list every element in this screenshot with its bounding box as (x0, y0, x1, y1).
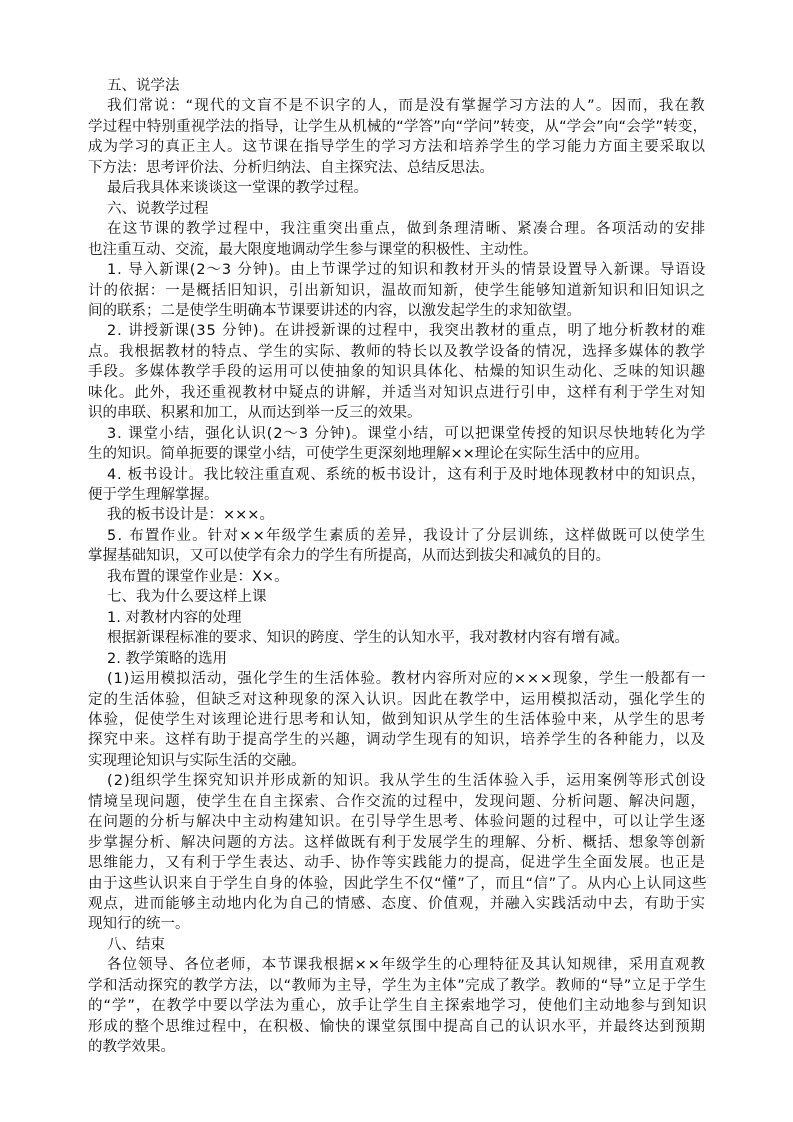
text-line-content: 手段。多媒体教学手段的运用可以使抽象的知识具体化、枯燥的知识生动化、乏味的知识趣 (88, 364, 706, 380)
text-line (88, 342, 707, 362)
text-line (107, 424, 707, 444)
text-line (88, 976, 707, 996)
text-line-content: 计的依据：一是概括旧知识，引出新知识，温故而知新，使学生能够知道新知识和旧知识之 (88, 283, 706, 299)
text-line-content: 便于学生理解掌握。 (88, 487, 219, 503)
text-line-content: 的教学效果。 (88, 1039, 175, 1055)
text-line (88, 546, 707, 566)
text-line-content: 五、说学法 (107, 78, 180, 94)
text-line (107, 587, 707, 607)
text-line-content: 根据新课程标准的要求、知识的跨度、学生的认知水平，我对教材内容有增有减。 (107, 630, 629, 646)
text-line (107, 935, 707, 955)
text-line (88, 853, 707, 873)
text-line-content: 2. 教学策略的选用 (107, 651, 227, 667)
text-line (88, 914, 707, 934)
text-line-content: 我的板书设计是：×××。 (107, 507, 274, 523)
text-line (88, 1037, 707, 1057)
text-line-content: 成为学习的真正主人。这节课在指导学生的学习方法和培养学生的学习能力方面主要采取以 (88, 139, 706, 155)
text-line-content: 识的串联、积累和加工，从而达到举一反三的效果。 (88, 405, 422, 421)
text-line (88, 833, 707, 853)
text-line (88, 996, 707, 1016)
text-line (88, 403, 707, 423)
text-line (107, 608, 707, 628)
text-line-content: 我们常说：“现代的文盲不是不识字的人，而是没有掌握学习方法的人”。因而，我在教 (107, 98, 706, 114)
text-line (88, 281, 707, 301)
text-line-content: 间的联系；二是使学生明确本节课要讲述的内容，以激发起学生的求知欲望。 (88, 303, 581, 319)
text-line (107, 771, 707, 791)
text-line (88, 240, 707, 260)
text-line-content: 学和活动探究的教学方法，以“教师为主导，学生为主体”完成了教学。教师的“导”立足于学生 (88, 978, 708, 994)
text-line (88, 874, 707, 894)
text-line-content: 实现理论知识与实际生活的交融。 (88, 753, 306, 769)
text-line-content: 生的知识。简单扼要的课堂小结，可使学生更深刻地理解××理论在实际生活中的应用。 (88, 446, 649, 462)
text-line (107, 526, 707, 546)
text-line-content: (2)组织学生探究知识并形成新的知识。我从学生的生活体验入手，运用案例等形式创设 (107, 773, 707, 789)
text-line-content: 掌握基础知识，又可以使学有余力的学生有所提高，从而达到拔尖和减负的目的。 (88, 548, 610, 564)
text-line (88, 1017, 707, 1037)
text-line (107, 628, 707, 648)
text-line (107, 465, 707, 485)
text-line-content: 下方法：思考评价法、分析归纳法、自主探究法、总结反思法。 (88, 160, 494, 176)
text-line-content: 2. 讲授新课(35 分钟)。在讲授新课的过程中，我突出教材的重点，明了地分析教材的难 (107, 323, 707, 339)
text-line (88, 751, 707, 771)
text-line (107, 955, 707, 975)
text-line (88, 894, 707, 914)
text-line-content: 也注重互动、交流，最大限度地调动学生参与课堂的积极性、主动性。 (88, 242, 538, 258)
text-line (107, 649, 707, 669)
text-line (88, 710, 707, 730)
text-line-content: 我布置的课堂作业是：X×。 (107, 569, 289, 585)
text-line-content: 的“学”，在教学中要以学法为重心，放手让学生自主探索地学习，使他们主动地参与到知识 (88, 998, 708, 1014)
text-line-content: (1)运用模拟活动，强化学生的生活体验。教材内容所对应的×××现象，学生一般都有一 (107, 671, 707, 687)
text-line-content: 现知行的统一。 (88, 916, 190, 932)
text-line-content: 情境呈现问题，使学生在自主探索、合作交流的过程中，发现问题、分析问题、解决问题， (88, 794, 706, 810)
text-line (88, 444, 707, 464)
text-line (107, 260, 707, 280)
text-line (107, 96, 707, 116)
text-line (107, 321, 707, 341)
text-line (107, 567, 707, 587)
text-line-content: 1. 导入新课(2～3 分钟)。由上节课学过的知识和教材开头的情景设置导入新课。导语设 (107, 262, 707, 278)
text-line (88, 137, 707, 157)
text-line (88, 362, 707, 382)
text-line-content: 定的生活体验，但缺乏对这种现象的深入认识。因此在教学中，运用模拟活动，强化学生的 (88, 692, 706, 708)
text-line (88, 690, 707, 710)
text-line (107, 178, 707, 198)
text-line (88, 730, 707, 750)
text-line (107, 669, 707, 689)
text-line-content: 六、说教学过程 (107, 201, 209, 217)
text-line-content: 探究中来。这样有助于提高学生的兴趣，调动学生现有的知识，培养学生的各种能力，以及 (88, 732, 706, 748)
text-line-content: 味化。此外，我还重视教材中疑点的讲解，并适当对知识点进行引申，这样有利于学生对知 (88, 385, 706, 401)
text-line (107, 76, 707, 96)
text-line (107, 505, 707, 525)
text-line (107, 199, 707, 219)
text-line (88, 301, 707, 321)
text-line-content: 学过程中特别重视学法的指导，让学生从机械的“学答”向“学问”转变，从“学会”向“会学”转变， (88, 119, 708, 135)
text-line-content: 步掌握分析、解决问题的方法。这样做既有利于发展学生的理解、分析、概括、想象等创新 (88, 835, 706, 851)
text-line-content: 在问题的分析与解决中主动构建知识。在引导学生思考、体验问题的过程中，可以让学生逐 (88, 814, 706, 830)
text-line-content: 4. 板书设计。我比较注重直观、系统的板书设计，这有利于及时地体现教材中的知识点， (107, 467, 707, 483)
text-line (88, 117, 707, 137)
text-line-content: 5. 布置作业。针对××年级学生素质的差异，我设计了分层训练，这样做既可以使学生 (107, 528, 707, 544)
text-line-content: 点。我根据教材的特点、学生的实际、教师的特长以及教学设备的情况，选择多媒体的教学 (88, 344, 706, 360)
text-line (88, 812, 707, 832)
text-line-content: 思维能力，又有利于学生表达、动手、协作等实践能力的提高，促进学生全面发展。也正是 (88, 855, 706, 871)
text-line-content: 1. 对教材内容的处理 (107, 610, 242, 626)
text-line (107, 219, 707, 239)
text-line (88, 158, 707, 178)
text-line-content: 在这节课的教学过程中，我注重突出重点，做到条理清晰、紧凑合理。各项活动的安排 (107, 221, 707, 237)
text-line-content: 八、结束 (107, 937, 165, 953)
text-line-content: 观点，进而能够主动地内化为自己的情感、态度、价值观，并融入实践活动中去，有助于实 (88, 896, 706, 912)
text-line-content: 最后我具体来谈谈这一堂课的教学过程。 (107, 180, 368, 196)
text-line-content: 各位领导、各位老师，本节课我根据××年级学生的心理特征及其认知规律，采用直观教 (107, 957, 706, 973)
text-line (88, 383, 707, 403)
text-line (88, 792, 707, 812)
text-line-content: 七、我为什么要这样上课 (107, 589, 267, 605)
text-line-content: 体验，促使学生对该理论进行思考和认知，做到知识从学生的生活体验中来，从学生的思考 (88, 712, 706, 728)
text-line-content: 形成的整个思维过程中，在积极、愉快的课堂氛围中提高自己的认识水平，并最终达到预期 (88, 1019, 706, 1035)
text-line-content: 3. 课堂小结，强化认识(2～3 分钟)。课堂小结，可以把课堂传授的知识尽快地转化为学 (107, 426, 707, 442)
text-line-content: 由于这些认识来自于学生自身的体验，因此学生不仅“懂”了，而且“信”了。从内心上认同这些 (88, 876, 708, 892)
text-line (88, 485, 707, 505)
